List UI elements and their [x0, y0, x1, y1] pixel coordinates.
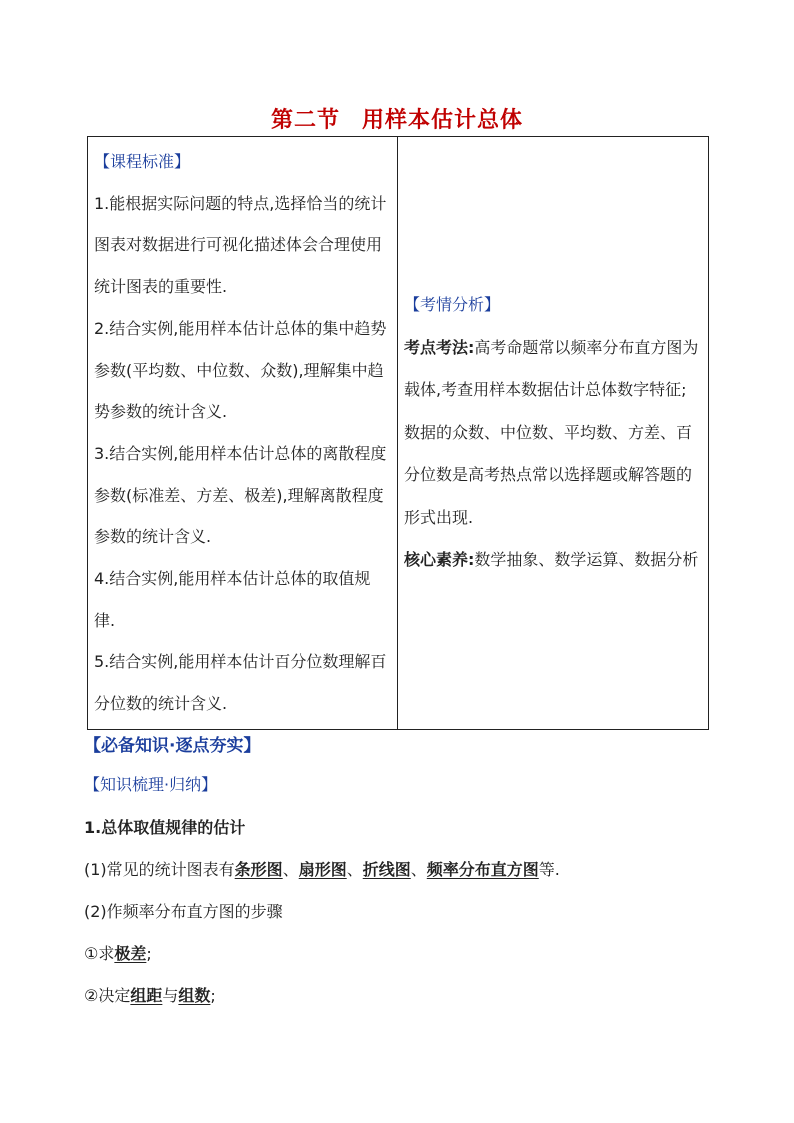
term-bar-chart: 条形图	[234, 860, 283, 879]
term-class-count: 组数	[178, 986, 211, 1005]
suyang-text: 数学抽象、数学运算、数据分析	[474, 550, 699, 570]
overview-table	[87, 136, 709, 730]
knowledge-section-header: 【必备知识·逐点夯实】	[84, 736, 261, 756]
section-title: 用样本估计总体	[362, 108, 524, 133]
step-2	[84, 983, 216, 1006]
standard-item-3: 3.结合实例,能用样本估计总体的离散程度参数(标准差、方差、极差),理解离散程度参数的统计含义.	[94, 443, 387, 547]
term-sep-2: 、	[346, 860, 363, 879]
suyang-paragraph	[404, 539, 702, 582]
standard-item-5: 5.结合实例,能用样本估计百分位数理解百分位数的统计含义.	[94, 652, 387, 714]
course-standard-header: 【课程标准】	[94, 152, 191, 171]
step-2-suffix: ;	[210, 986, 216, 1005]
course-standard-cell	[88, 137, 398, 730]
term-pie-chart: 扇形图	[298, 860, 347, 879]
standard-item-1: 1.能根据实际问题的特点,选择恰当的统计图表对数据进行可视化描述体会合理使用统计图表的重要性.	[94, 193, 387, 297]
term-range: 极差	[114, 944, 147, 963]
chart-types-line	[84, 857, 560, 880]
term-histogram: 频率分布直方图	[426, 860, 539, 879]
term-line-chart: 折线图	[362, 860, 411, 879]
chart-types-prefix: (1)常见的统计图表有	[84, 860, 235, 879]
standard-item-2: 2.结合实例,能用样本估计总体的集中趋势参数(平均数、中位数、众数),理解集中趋势参数的统计含义.	[94, 318, 387, 422]
page-title	[0, 103, 794, 134]
step-1	[84, 941, 152, 964]
step-2-prefix: ②决定	[84, 986, 131, 1005]
standard-item-4: 4.结合实例,能用样本估计总体的取值规律.	[94, 569, 371, 630]
exam-analysis-cell	[398, 137, 709, 730]
kaodian-paragraph	[404, 327, 702, 540]
point-1-heading	[84, 815, 245, 838]
term-class-width: 组距	[130, 986, 163, 1005]
term-sep-1: 、	[282, 860, 299, 879]
step-1-prefix: ①求	[84, 944, 115, 963]
term-sep-3: 、	[410, 860, 427, 879]
suyang-label: 核心素养:	[404, 550, 475, 570]
point-1-text: 1.总体取值规律的估计	[84, 818, 246, 837]
histogram-steps-heading: (2)作频率分布直方图的步骤	[84, 902, 283, 921]
step-1-suffix: ;	[146, 944, 152, 963]
step-2-mid: 与	[162, 986, 179, 1005]
chart-types-suffix: 等.	[538, 860, 560, 879]
kaodian-label: 考点考法:	[404, 337, 475, 357]
section-number: 第二节	[270, 108, 340, 133]
knowledge-subheader: 【知识梳理·归纳】	[84, 775, 218, 794]
kaodian-text: 高考命题常以频率分布直方图为载体,考查用样本数据估计总体数字特征;数据的众数、中位数、平均数、方差、百分位数是高考热点常以选择题或解答题的形式出现.	[404, 337, 699, 527]
exam-analysis-header: 【考情分析】	[404, 295, 501, 315]
